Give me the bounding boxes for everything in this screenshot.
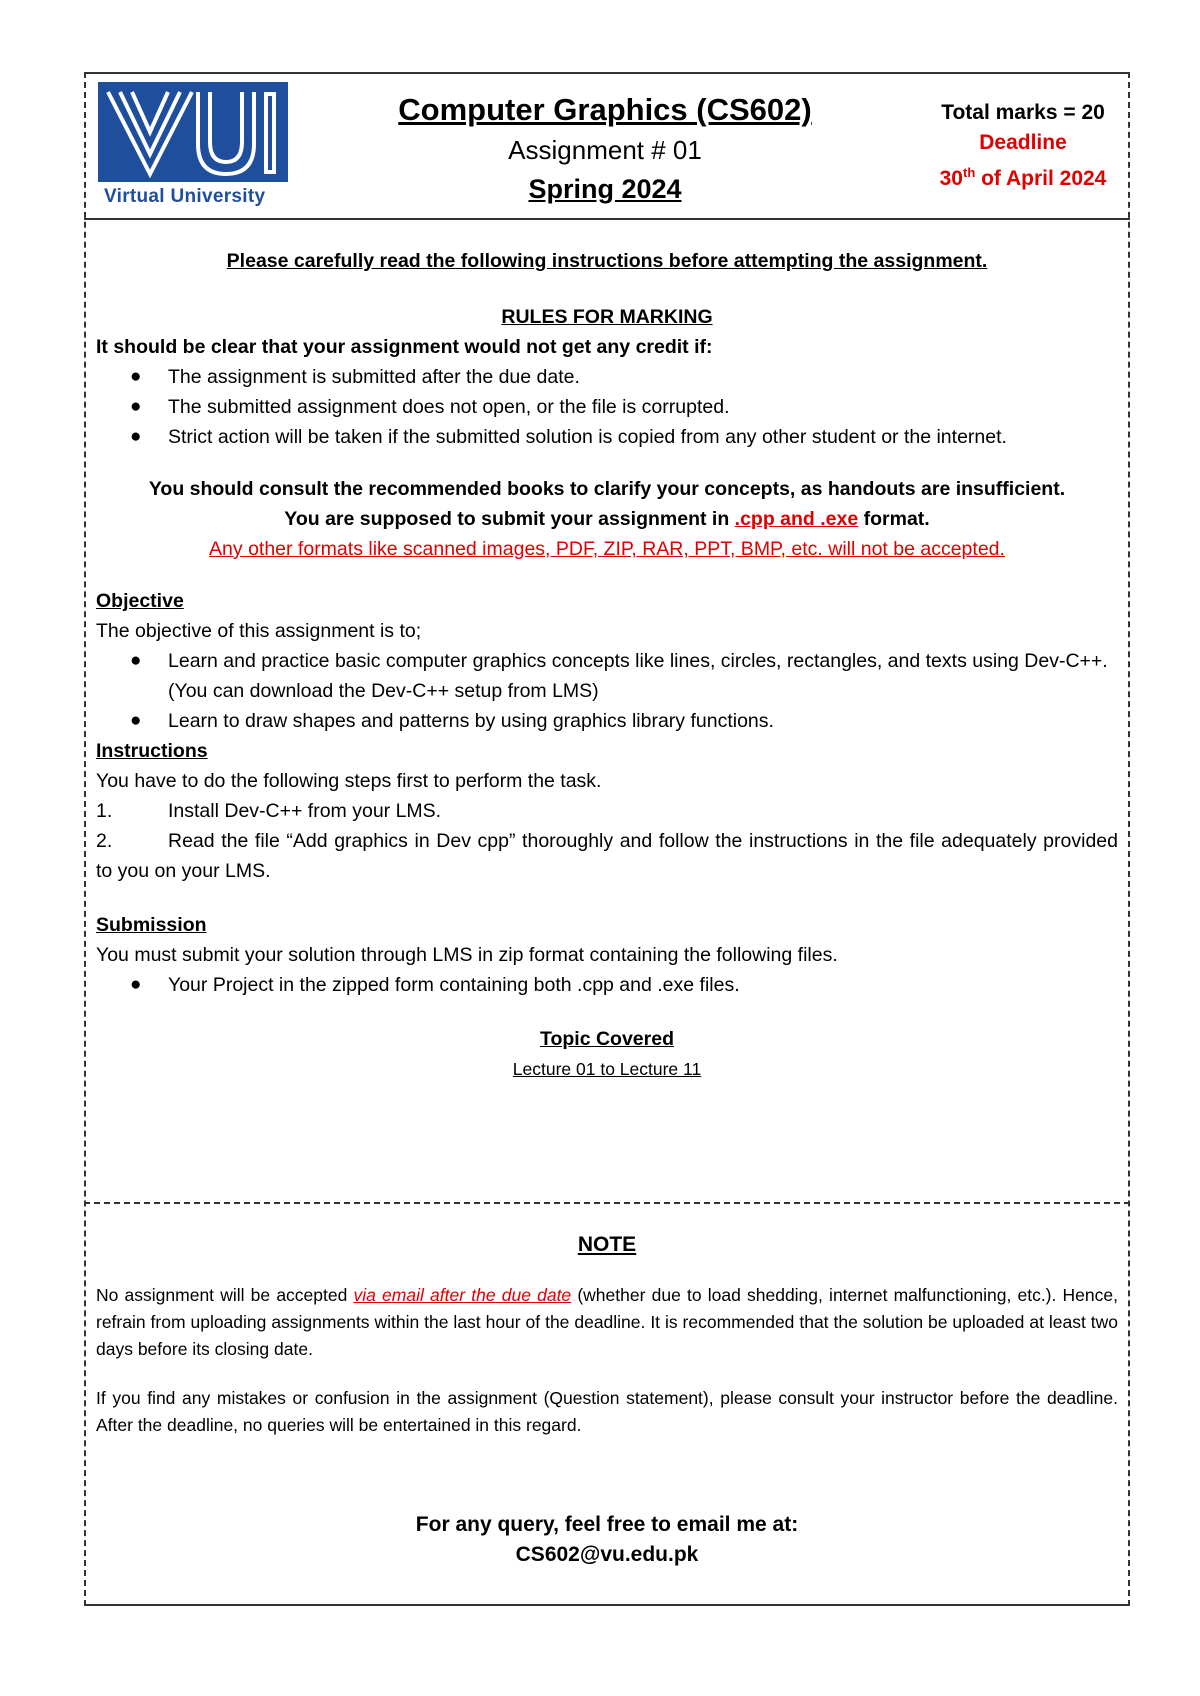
rules-list	[96, 362, 1118, 452]
contact-email[interactable]: CS602@vu.edu.pk	[515, 1543, 699, 1566]
query-block	[96, 1510, 1118, 1570]
submission-list	[96, 970, 1118, 1000]
course-title: Computer Graphics (CS602)	[398, 92, 812, 127]
note-section	[96, 1230, 1118, 1439]
objective-intro: The objective of this assignment is to;	[96, 620, 422, 642]
list-item: ● The submitted assignment does not open, or the file is corrupted.	[130, 396, 730, 418]
instructions-heading: Please carefully read the following instructions before attempting the assignment.	[226, 250, 988, 272]
university-logo	[98, 82, 294, 212]
marks-deadline-block	[918, 98, 1128, 194]
note-paragraph-1: No assignment will be accepted via email after the due date (whether due to load shedding, internet malfunctioning, etc.). Hence, refrain from uploading assignments within the last hour of the deadline. It is recommended that the solution be uploaded at least two days before its closing date.	[96, 1285, 1118, 1359]
vu-logo-mark-icon	[98, 82, 288, 182]
objective-heading: Objective	[96, 590, 184, 612]
query-line: For any query, feel free to email me at:	[415, 1513, 799, 1536]
topic-range: Lecture 01 to Lecture 11	[512, 1059, 702, 1079]
list-item: ● Your Project in the zipped form containing both .cpp and .exe files.	[130, 974, 740, 996]
submission-heading: Submission	[96, 914, 207, 936]
topic-heading: Topic Covered	[540, 1028, 674, 1050]
instructions-intro: You have to do the following steps first to perform the task.	[96, 770, 602, 792]
total-marks: Total marks = 20	[941, 101, 1105, 124]
objective-list	[96, 646, 1118, 736]
header-divider	[84, 218, 1130, 220]
note-emphasis: via email after the due date	[353, 1285, 572, 1305]
list-item: ● Learn to draw shapes and patterns by using graphics library functions.	[130, 710, 774, 732]
note-heading: NOTE	[577, 1233, 637, 1256]
consult-books-line: You should consult the recommended books to clarify your concepts, as handouts are insufficient.	[148, 478, 1066, 500]
main-content	[96, 246, 1118, 1084]
list-item: ● The assignment is submitted after the due date.	[130, 366, 580, 388]
list-item: ● Strict action will be taken if the submitted solution is copied from any other student or the internet.	[130, 426, 1007, 448]
note-divider	[84, 1202, 1130, 1204]
assignment-number: Assignment # 01	[508, 135, 702, 165]
term-label: Spring 2024	[528, 174, 682, 204]
logo-wordmark: Virtual University	[104, 186, 266, 207]
logo-emblem	[98, 82, 288, 182]
rules-intro: It should be clear that your assignment would not get any credit if:	[96, 336, 713, 358]
instructions-section-heading: Instructions	[96, 740, 208, 762]
title-block	[380, 90, 830, 208]
list-item: ● Learn and practice basic computer graphics concepts like lines, circles, rectangles, and texts using Dev-C++. (You can download the Dev-C++ setup from LMS)	[130, 650, 1108, 702]
step-2: 2. Read the file “Add graphics in Dev cpp” thoroughly and follow the instructions in the file adequately provided to you on your LMS.	[96, 830, 1118, 882]
note-paragraph-2: If you find any mistakes or confusion in the assignment (Question statement), please consult your instructor before the deadline. After the deadline, no queries will be entertained in this regard.	[96, 1388, 1118, 1435]
format-highlight: .cpp and .exe	[734, 508, 859, 530]
deadline-label: Deadline	[979, 131, 1067, 154]
format-line: You are supposed to submit your assignment in .cpp and .exe format.	[284, 508, 930, 530]
submission-intro: You must submit your solution through LMS in zip format containing the following files.	[96, 944, 838, 966]
rules-heading: RULES FOR MARKING	[501, 306, 713, 328]
deadline-date: 30th of April 2024	[939, 165, 1107, 190]
step-1: 1. Install Dev-C++ from your LMS.	[96, 800, 442, 822]
rejected-formats-line: Any other formats like scanned images, PDF, ZIP, RAR, PPT, BMP, etc. will not be accepted.	[209, 538, 1005, 560]
